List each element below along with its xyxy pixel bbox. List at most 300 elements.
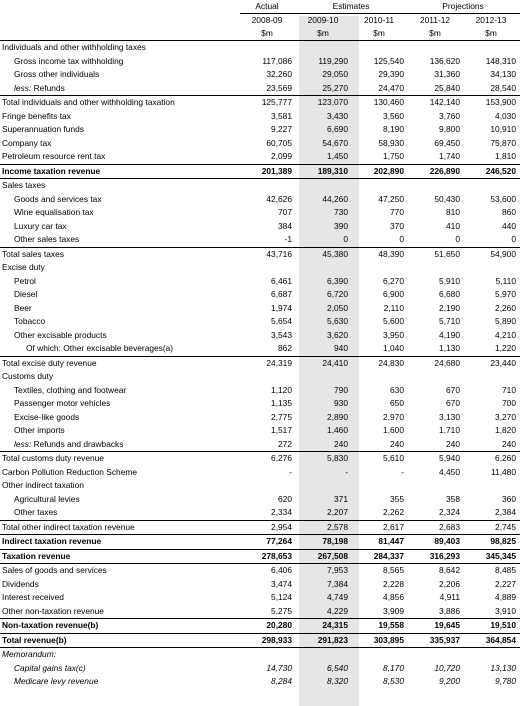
value-cell: 153,900 <box>464 96 520 110</box>
value-cell <box>464 648 520 662</box>
table-row <box>0 233 520 247</box>
value-cell: 4,856 <box>383 592 404 602</box>
row-label-text: Of which: Other excisable beverages(a) <box>26 343 174 353</box>
table-row <box>0 397 520 411</box>
value-cell <box>408 479 464 493</box>
value-cell: 8,642 <box>439 565 460 575</box>
row-label <box>0 466 240 480</box>
unit-header: $m <box>352 27 408 41</box>
row-label-text: Dividends <box>2 578 39 589</box>
value-cell: 267,508 <box>296 549 352 564</box>
value-cell: 770 <box>390 207 404 217</box>
value-cell: 2,206 <box>439 578 460 589</box>
row-label <box>0 424 240 438</box>
value-cell: 6,540 <box>327 662 348 673</box>
value-cell: 5,970 <box>495 289 516 299</box>
value-cell: 3,620 <box>327 329 348 340</box>
row-label <box>0 288 240 302</box>
value-cell: 24,470 <box>378 82 404 93</box>
value-cell: 130,460 <box>352 96 408 110</box>
value-cell: 32,260 <box>266 69 292 79</box>
value-cell: 45,380 <box>296 247 352 261</box>
value-cell: 240 <box>334 438 348 449</box>
row-label <box>0 137 240 151</box>
table-row <box>0 55 520 69</box>
row-label-text: Other non-taxation revenue <box>2 605 104 616</box>
value-cell: 3,581 <box>271 110 292 121</box>
value-cell: 2,745 <box>464 520 520 535</box>
table-row <box>0 424 520 438</box>
header-blank <box>0 0 240 14</box>
row-label <box>0 329 240 343</box>
value-cell: 77,264 <box>240 535 296 550</box>
row-label <box>0 648 240 662</box>
value-cell: 25,270 <box>322 82 348 93</box>
row-label-text: Gross other individuals <box>14 69 100 79</box>
table-row <box>0 384 520 398</box>
value-cell: 3,950 <box>383 329 404 340</box>
value-cell: 125,777 <box>240 96 296 110</box>
value-cell: 98,825 <box>464 535 520 550</box>
value-cell: 34,130 <box>490 69 516 79</box>
row-label <box>0 164 240 179</box>
table-row <box>0 411 520 425</box>
value-cell: 358 <box>446 493 460 504</box>
row-label-text: Excise duty <box>2 262 45 272</box>
table-row <box>0 493 520 507</box>
value-cell <box>296 261 352 275</box>
row-label-text: Sales taxes <box>2 180 46 190</box>
value-cell: 47,250 <box>378 193 404 204</box>
value-cell: 3,430 <box>327 110 348 121</box>
value-cell: 862 <box>278 343 292 353</box>
row-label-text: Refunds <box>33 82 65 93</box>
value-cell: 60,705 <box>266 137 292 148</box>
table-row <box>0 564 520 578</box>
value-cell: 9,227 <box>271 124 292 134</box>
table-row <box>0 662 520 676</box>
row-label-text: Total other indirect taxation revenue <box>2 521 135 532</box>
row-label <box>0 370 240 384</box>
value-cell: 9,780 <box>495 676 516 686</box>
table-row <box>0 605 520 619</box>
row-label <box>0 384 240 398</box>
table-row <box>0 150 520 164</box>
value-cell: 3,560 <box>383 110 404 121</box>
header-estimates: Estimates <box>296 0 408 14</box>
value-cell: 3,543 <box>271 329 292 340</box>
row-label-prefix: less: <box>14 438 32 449</box>
row-label-text: Interest received <box>2 592 64 602</box>
value-cell <box>408 370 464 384</box>
value-cell: 7,953 <box>327 565 348 575</box>
value-cell: 2,775 <box>271 411 292 422</box>
value-cell: 5,890 <box>495 316 516 326</box>
row-label <box>0 356 240 370</box>
value-cell: 119,290 <box>318 55 348 66</box>
value-cell: 940 <box>334 343 348 353</box>
value-cell: 3,909 <box>383 605 404 616</box>
value-cell <box>352 261 408 275</box>
value-cell: 2,384 <box>495 507 516 517</box>
value-cell: - <box>401 466 404 477</box>
value-cell: 2,954 <box>240 520 296 535</box>
value-cell: 6,690 <box>327 124 348 134</box>
row-label-text: Petrol <box>14 275 36 286</box>
value-cell: 2,334 <box>271 507 292 517</box>
value-cell: 123,070 <box>296 96 352 110</box>
value-cell: 730 <box>334 207 348 217</box>
value-cell: 1,120 <box>271 384 292 395</box>
value-cell <box>296 370 352 384</box>
value-cell: 2,324 <box>439 507 460 517</box>
value-cell: 410 <box>446 220 460 231</box>
table-row <box>0 96 520 110</box>
value-cell: 1,820 <box>495 425 516 435</box>
value-cell: 303,895 <box>352 633 408 648</box>
table-row <box>0 164 520 179</box>
row-label <box>0 493 240 507</box>
row-label <box>0 479 240 493</box>
value-cell <box>408 261 464 275</box>
value-cell: 240 <box>390 438 404 449</box>
row-label <box>0 452 240 466</box>
row-label <box>0 578 240 592</box>
value-cell <box>352 370 408 384</box>
table-row <box>0 302 520 316</box>
header-actual: Actual <box>240 0 296 14</box>
value-cell: 9,200 <box>439 676 460 686</box>
value-cell: 5,940 <box>408 452 464 466</box>
value-cell: 6,270 <box>383 275 404 286</box>
value-cell <box>240 261 296 275</box>
row-label-text: Company tax <box>2 137 52 148</box>
row-label <box>0 564 240 578</box>
value-cell: 2,227 <box>495 578 516 589</box>
value-cell: 650 <box>390 398 404 408</box>
value-cell: 6,276 <box>240 452 296 466</box>
value-cell: 620 <box>278 493 292 504</box>
value-cell <box>408 41 464 55</box>
value-cell: 5,654 <box>271 316 292 326</box>
value-cell: 189,310 <box>296 164 352 179</box>
value-cell <box>464 479 520 493</box>
value-cell: 20,280 <box>240 619 296 634</box>
table-row <box>0 137 520 151</box>
value-cell: 19,645 <box>408 619 464 634</box>
value-cell <box>352 648 408 662</box>
value-cell: 4,190 <box>439 329 460 340</box>
header-group-row <box>0 0 520 14</box>
value-cell: 10,720 <box>434 662 460 673</box>
value-cell: 1,450 <box>327 151 348 161</box>
value-cell: 29,050 <box>322 69 348 79</box>
table-row <box>0 261 520 275</box>
value-cell: 4,210 <box>495 329 516 340</box>
unit-header: $m <box>296 27 352 41</box>
row-label <box>0 342 240 356</box>
row-label-text: Other taxes <box>14 507 58 517</box>
value-cell: 0 <box>343 234 348 244</box>
table-row <box>0 179 520 193</box>
value-cell: 75,870 <box>490 137 516 148</box>
value-cell: 24,680 <box>408 356 464 370</box>
row-label <box>0 275 240 289</box>
table-row <box>0 342 520 356</box>
value-cell: 240 <box>446 438 460 449</box>
row-label <box>0 41 240 55</box>
value-cell: 4,889 <box>495 592 516 602</box>
header-units-row <box>0 27 520 41</box>
value-cell: 8,284 <box>271 676 292 686</box>
row-label <box>0 411 240 425</box>
row-label-text: Refunds and drawbacks <box>33 438 124 449</box>
value-cell: 5,110 <box>495 275 516 286</box>
row-label <box>0 206 240 220</box>
value-cell: 202,890 <box>352 164 408 179</box>
row-label <box>0 123 240 137</box>
value-cell <box>240 179 296 193</box>
row-label-text: Goods and services tax <box>14 193 102 204</box>
value-cell: 23,569 <box>266 82 292 93</box>
value-cell: 3,270 <box>495 411 516 422</box>
value-cell: 81,447 <box>352 535 408 550</box>
table-row <box>0 520 520 535</box>
value-cell: 316,293 <box>408 549 464 564</box>
row-label <box>0 549 240 564</box>
table-row <box>0 247 520 261</box>
value-cell: 7,384 <box>327 578 348 589</box>
value-cell: 4,229 <box>327 605 348 616</box>
row-label-text: Capital gains tax(c) <box>14 662 86 673</box>
row-label <box>0 506 240 520</box>
value-cell: 125,540 <box>373 55 404 66</box>
value-cell <box>352 479 408 493</box>
row-label-text: Agricultural levies <box>14 493 80 504</box>
table-row <box>0 110 520 124</box>
value-cell: 8,320 <box>327 676 348 686</box>
row-label <box>0 535 240 550</box>
row-label-text: Other sales taxes <box>14 234 80 244</box>
value-cell: 1,040 <box>383 343 404 353</box>
value-cell: 78,198 <box>296 535 352 550</box>
value-cell: 1,710 <box>439 425 460 435</box>
row-label-text: Petroleum resource rent tax <box>2 151 106 161</box>
value-cell: 11,480 <box>491 466 516 477</box>
value-cell: 4,450 <box>439 466 460 477</box>
row-label-text: Total excise duty revenue <box>2 357 97 368</box>
row-label-text: Total customs duty revenue <box>2 453 104 463</box>
value-cell <box>352 179 408 193</box>
value-cell <box>240 41 296 55</box>
value-cell: 240 <box>502 438 516 449</box>
value-cell: 0 <box>511 234 516 244</box>
table-row <box>0 535 520 550</box>
table-row <box>0 452 520 466</box>
value-cell: 24,830 <box>352 356 408 370</box>
value-cell: 44,260 <box>322 193 348 204</box>
row-label-text: Income taxation revenue <box>2 165 101 176</box>
value-cell: 2,890 <box>327 411 348 422</box>
year-header: 2009-10 <box>307 15 339 25</box>
value-cell: 24,315 <box>296 619 352 634</box>
value-cell: - <box>345 466 348 477</box>
value-cell: 384 <box>278 220 292 231</box>
table-row <box>0 619 520 634</box>
row-label-text: Other imports <box>14 425 65 435</box>
table-row <box>0 506 520 520</box>
row-label-text: Other indirect taxation <box>2 480 84 490</box>
row-label-text: Superannuation funds <box>2 124 84 134</box>
value-cell: 1,517 <box>271 425 292 435</box>
value-cell: 700 <box>502 398 516 408</box>
value-cell <box>408 648 464 662</box>
row-label <box>0 315 240 329</box>
value-cell: 278,653 <box>240 549 296 564</box>
row-label <box>0 96 240 110</box>
value-cell: 13,130 <box>490 662 516 673</box>
value-cell: 860 <box>502 207 516 217</box>
row-label <box>0 55 240 69</box>
value-cell: 5,710 <box>439 316 460 326</box>
header-years-row <box>0 14 520 28</box>
row-label <box>0 438 240 452</box>
row-label <box>0 302 240 316</box>
value-cell: 284,337 <box>352 549 408 564</box>
row-label-text: Textiles, clothing and footwear <box>14 384 127 395</box>
table-row <box>0 68 520 82</box>
value-cell: 2,578 <box>296 520 352 535</box>
value-cell <box>464 179 520 193</box>
row-label-text: Total individuals and other withholding taxation <box>2 97 175 107</box>
value-cell: 89,403 <box>408 535 464 550</box>
value-cell: -1 <box>284 234 292 244</box>
value-cell: 440 <box>502 220 516 231</box>
value-cell: 10,910 <box>490 124 516 134</box>
row-label <box>0 662 240 676</box>
table-row <box>0 288 520 302</box>
value-cell: 5,910 <box>439 275 460 286</box>
value-cell: 48,390 <box>352 247 408 261</box>
value-cell: 3,910 <box>495 605 516 616</box>
value-cell: 630 <box>390 384 404 395</box>
value-cell: 8,170 <box>383 662 404 673</box>
value-cell: 370 <box>390 220 404 231</box>
value-cell: 5,830 <box>296 452 352 466</box>
value-cell: 24,410 <box>296 356 352 370</box>
value-cell: 19,558 <box>352 619 408 634</box>
value-cell: 6,461 <box>271 275 292 286</box>
value-cell <box>296 179 352 193</box>
value-cell: 3,130 <box>439 411 460 422</box>
value-cell <box>464 261 520 275</box>
table-row <box>0 206 520 220</box>
value-cell: 1,220 <box>495 343 516 353</box>
value-cell <box>240 479 296 493</box>
value-cell: - <box>289 466 292 477</box>
table-row <box>0 82 520 96</box>
row-label <box>0 68 240 82</box>
value-cell: 246,520 <box>464 164 520 179</box>
value-cell: 1,810 <box>495 151 516 161</box>
table-row <box>0 648 520 662</box>
value-cell: 54,670 <box>322 137 348 148</box>
row-label <box>0 247 240 261</box>
value-cell: 8,565 <box>383 565 404 575</box>
value-cell <box>296 648 352 662</box>
value-cell: 291,823 <box>296 633 352 648</box>
value-cell: 790 <box>334 384 348 395</box>
value-cell: 53,600 <box>490 193 516 204</box>
table-row <box>0 578 520 592</box>
value-cell: 50,430 <box>434 193 460 204</box>
table-row <box>0 675 520 689</box>
table-row <box>0 220 520 234</box>
year-header: 2012-13 <box>475 15 507 25</box>
value-cell: 2,050 <box>327 302 348 313</box>
table-row <box>0 329 520 343</box>
value-cell: 201,389 <box>240 164 296 179</box>
value-cell <box>408 179 464 193</box>
value-cell: 6,680 <box>439 289 460 299</box>
row-label-text: Excise-like goods <box>14 411 80 422</box>
value-cell: 8,485 <box>495 565 516 575</box>
value-cell: 707 <box>278 207 292 217</box>
value-cell: 930 <box>334 398 348 408</box>
row-label-text: Customs duty <box>2 371 54 381</box>
value-cell: 142,140 <box>408 96 464 110</box>
value-cell: 23,440 <box>464 356 520 370</box>
value-cell <box>464 41 520 55</box>
row-label <box>0 193 240 207</box>
value-cell: 335,937 <box>408 633 464 648</box>
row-label <box>0 220 240 234</box>
row-label <box>0 82 240 96</box>
value-cell: 3,886 <box>439 605 460 616</box>
value-cell: 5,600 <box>383 316 404 326</box>
row-label-text: Luxury car tax <box>14 220 67 231</box>
value-cell: 31,360 <box>434 69 460 79</box>
value-cell: 6,260 <box>464 452 520 466</box>
value-cell: 6,720 <box>327 289 348 299</box>
value-cell: 272 <box>278 438 292 449</box>
row-label <box>0 261 240 275</box>
table-row <box>0 123 520 137</box>
row-label-text: Non-taxation revenue(b) <box>2 620 99 630</box>
value-cell: 2,110 <box>383 302 404 313</box>
value-cell: 1,974 <box>271 302 292 313</box>
value-cell: 58,930 <box>378 137 404 148</box>
value-cell: 2,970 <box>383 411 404 422</box>
row-label <box>0 110 240 124</box>
value-cell: 24,319 <box>240 356 296 370</box>
value-cell <box>296 479 352 493</box>
value-cell: 69,450 <box>434 137 460 148</box>
value-cell: 670 <box>446 398 460 408</box>
value-cell: 371 <box>334 493 348 504</box>
row-label <box>0 397 240 411</box>
value-cell: 810 <box>446 207 460 217</box>
value-cell: 2,207 <box>327 507 348 517</box>
value-cell: 5,610 <box>352 452 408 466</box>
value-cell: 0 <box>399 234 404 244</box>
row-label-text: Taxation revenue <box>2 550 71 561</box>
value-cell: 1,135 <box>271 398 292 408</box>
table-row <box>0 275 520 289</box>
value-cell: 5,275 <box>271 605 292 616</box>
table-row <box>0 591 520 605</box>
value-cell: 3,474 <box>271 578 292 589</box>
